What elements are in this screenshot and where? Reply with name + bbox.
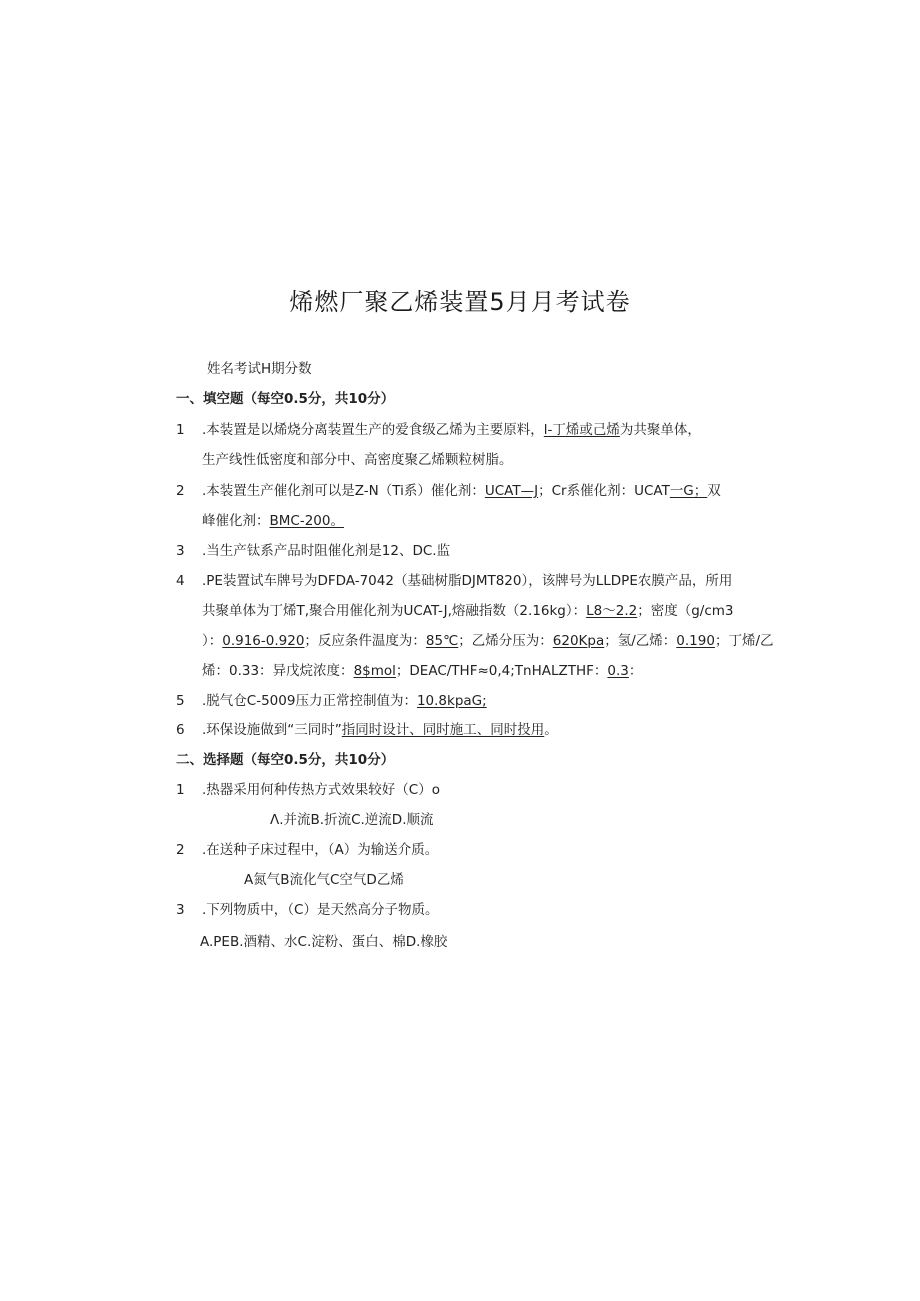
- choice-question-3-options: A.PEB.酒精、水C.淀粉、蛋白、棉D.橡胶: [200, 934, 448, 950]
- section-1-heading: 一、填空题（每空0.5分，共10分）: [176, 391, 395, 407]
- question-text: ；DEAC/THF≈0,4;TnHALZTHF：: [395, 663, 608, 679]
- answer-blank: 10.8kpaG;: [416, 693, 487, 709]
- answer-blank: 指同时设计、同时施工、同时投用: [341, 722, 545, 738]
- question-text: ；密度（g/cm3: [637, 603, 734, 619]
- question-number: 4: [176, 573, 185, 589]
- choice-question-1: [176, 778, 440, 798]
- fill-question-5: [176, 689, 487, 709]
- fill-question-1: [176, 418, 701, 438]
- question-text: ：: [628, 663, 643, 679]
- question-number: 3: [176, 902, 185, 918]
- fill-question-4-line-3: [202, 629, 774, 649]
- question-text: .脱气仓C-5009压力正常控制值为：: [202, 693, 417, 709]
- question-number: 3: [176, 543, 185, 559]
- question-text: .环保设施做到“三同时”: [202, 722, 342, 738]
- choice-question-2: [176, 838, 438, 858]
- question-text: .下列物质中，（C）是天然高分子物质。: [202, 902, 439, 918]
- question-text: ）：: [202, 633, 223, 649]
- question-text: ；Cr系催化剂：UCAT: [538, 483, 670, 499]
- question-text: ；乙烯分压为：: [458, 633, 553, 649]
- question-text: .在送种子床过程中，（A）为输送介质。: [202, 842, 439, 858]
- question-text: .PE装置试车牌号为DFDA-7042（基础树脂DJMT820），该牌号为LLDPE农膜产品，所用: [202, 573, 733, 589]
- question-text: .本装置生产催化剂可以是Z-N（Ti系）催化剂：: [202, 483, 485, 499]
- question-text: 为共聚单体，: [619, 422, 701, 438]
- answer-blank: 0.3: [607, 663, 629, 679]
- question-number: 1: [176, 422, 185, 438]
- question-text: 共聚单体为丁烯T,聚合用催化剂为UCAT-J,熔融指数（2.16kg）：: [202, 603, 587, 619]
- fill-question-4-line-4: [202, 659, 642, 679]
- answer-blank: UCAT—J: [484, 483, 539, 499]
- question-text: .当生产钛系产品时阻催化剂是12、DC.监: [202, 543, 451, 559]
- fill-question-2-line-2: [202, 509, 344, 529]
- answer-blank: l-丁烯或己烯: [543, 422, 620, 438]
- fill-question-2: [176, 479, 721, 499]
- fill-question-3: [176, 539, 450, 559]
- fill-question-1-line-2: 生产线性低密度和部分中、高密度聚乙烯颗粒树脂。: [202, 452, 513, 468]
- question-number: 2: [176, 483, 185, 499]
- question-number: 6: [176, 722, 185, 738]
- student-info-line: 姓名考试H期分数: [207, 361, 312, 377]
- fill-question-4-line-2: [202, 599, 734, 619]
- question-text: 峰催化剂：: [202, 513, 270, 529]
- question-text: 双: [707, 483, 721, 499]
- answer-blank: BMC-200。: [269, 513, 344, 529]
- question-text: .本装置是以烯烧分离装置生产的爱食级乙烯为主要原料，: [202, 422, 544, 438]
- question-text: 。: [544, 722, 558, 738]
- answer-blank: 0.916-0.920: [222, 633, 305, 649]
- section-2-heading: 二、选择题（每空0.5分，共10分）: [176, 752, 395, 768]
- question-number: 5: [176, 693, 185, 709]
- answer-blank: 0.190: [676, 633, 715, 649]
- question-text: ；氢/乙烯：: [604, 633, 677, 649]
- answer-blank: 85℃: [425, 633, 459, 649]
- question-text: ；丁烯/乙: [714, 633, 774, 649]
- exam-title: 烯燃厂聚乙烯装置5月月考试卷: [289, 288, 631, 316]
- answer-blank: 一G；: [669, 483, 708, 499]
- fill-question-4: [176, 569, 732, 589]
- answer-blank: L8〜2.2: [586, 603, 638, 619]
- question-number: 2: [176, 842, 185, 858]
- question-text: 烯：0.33：异戊烷浓度：: [202, 663, 354, 679]
- question-number: 1: [176, 782, 185, 798]
- question-text: ；反应条件温度为：: [304, 633, 426, 649]
- question-text: .热器采用何种传热方式效果较好（C）o: [202, 782, 440, 798]
- fill-question-6: [176, 718, 558, 738]
- answer-blank: 620Kpa: [552, 633, 605, 649]
- answer-blank: 8$mol: [353, 663, 396, 679]
- choice-question-3: [176, 898, 438, 918]
- choice-question-2-options: A氮气B流化气C空气D乙烯: [244, 872, 404, 888]
- choice-question-1-options: Λ.并流B.折流C.逆流D.顺流: [270, 812, 434, 828]
